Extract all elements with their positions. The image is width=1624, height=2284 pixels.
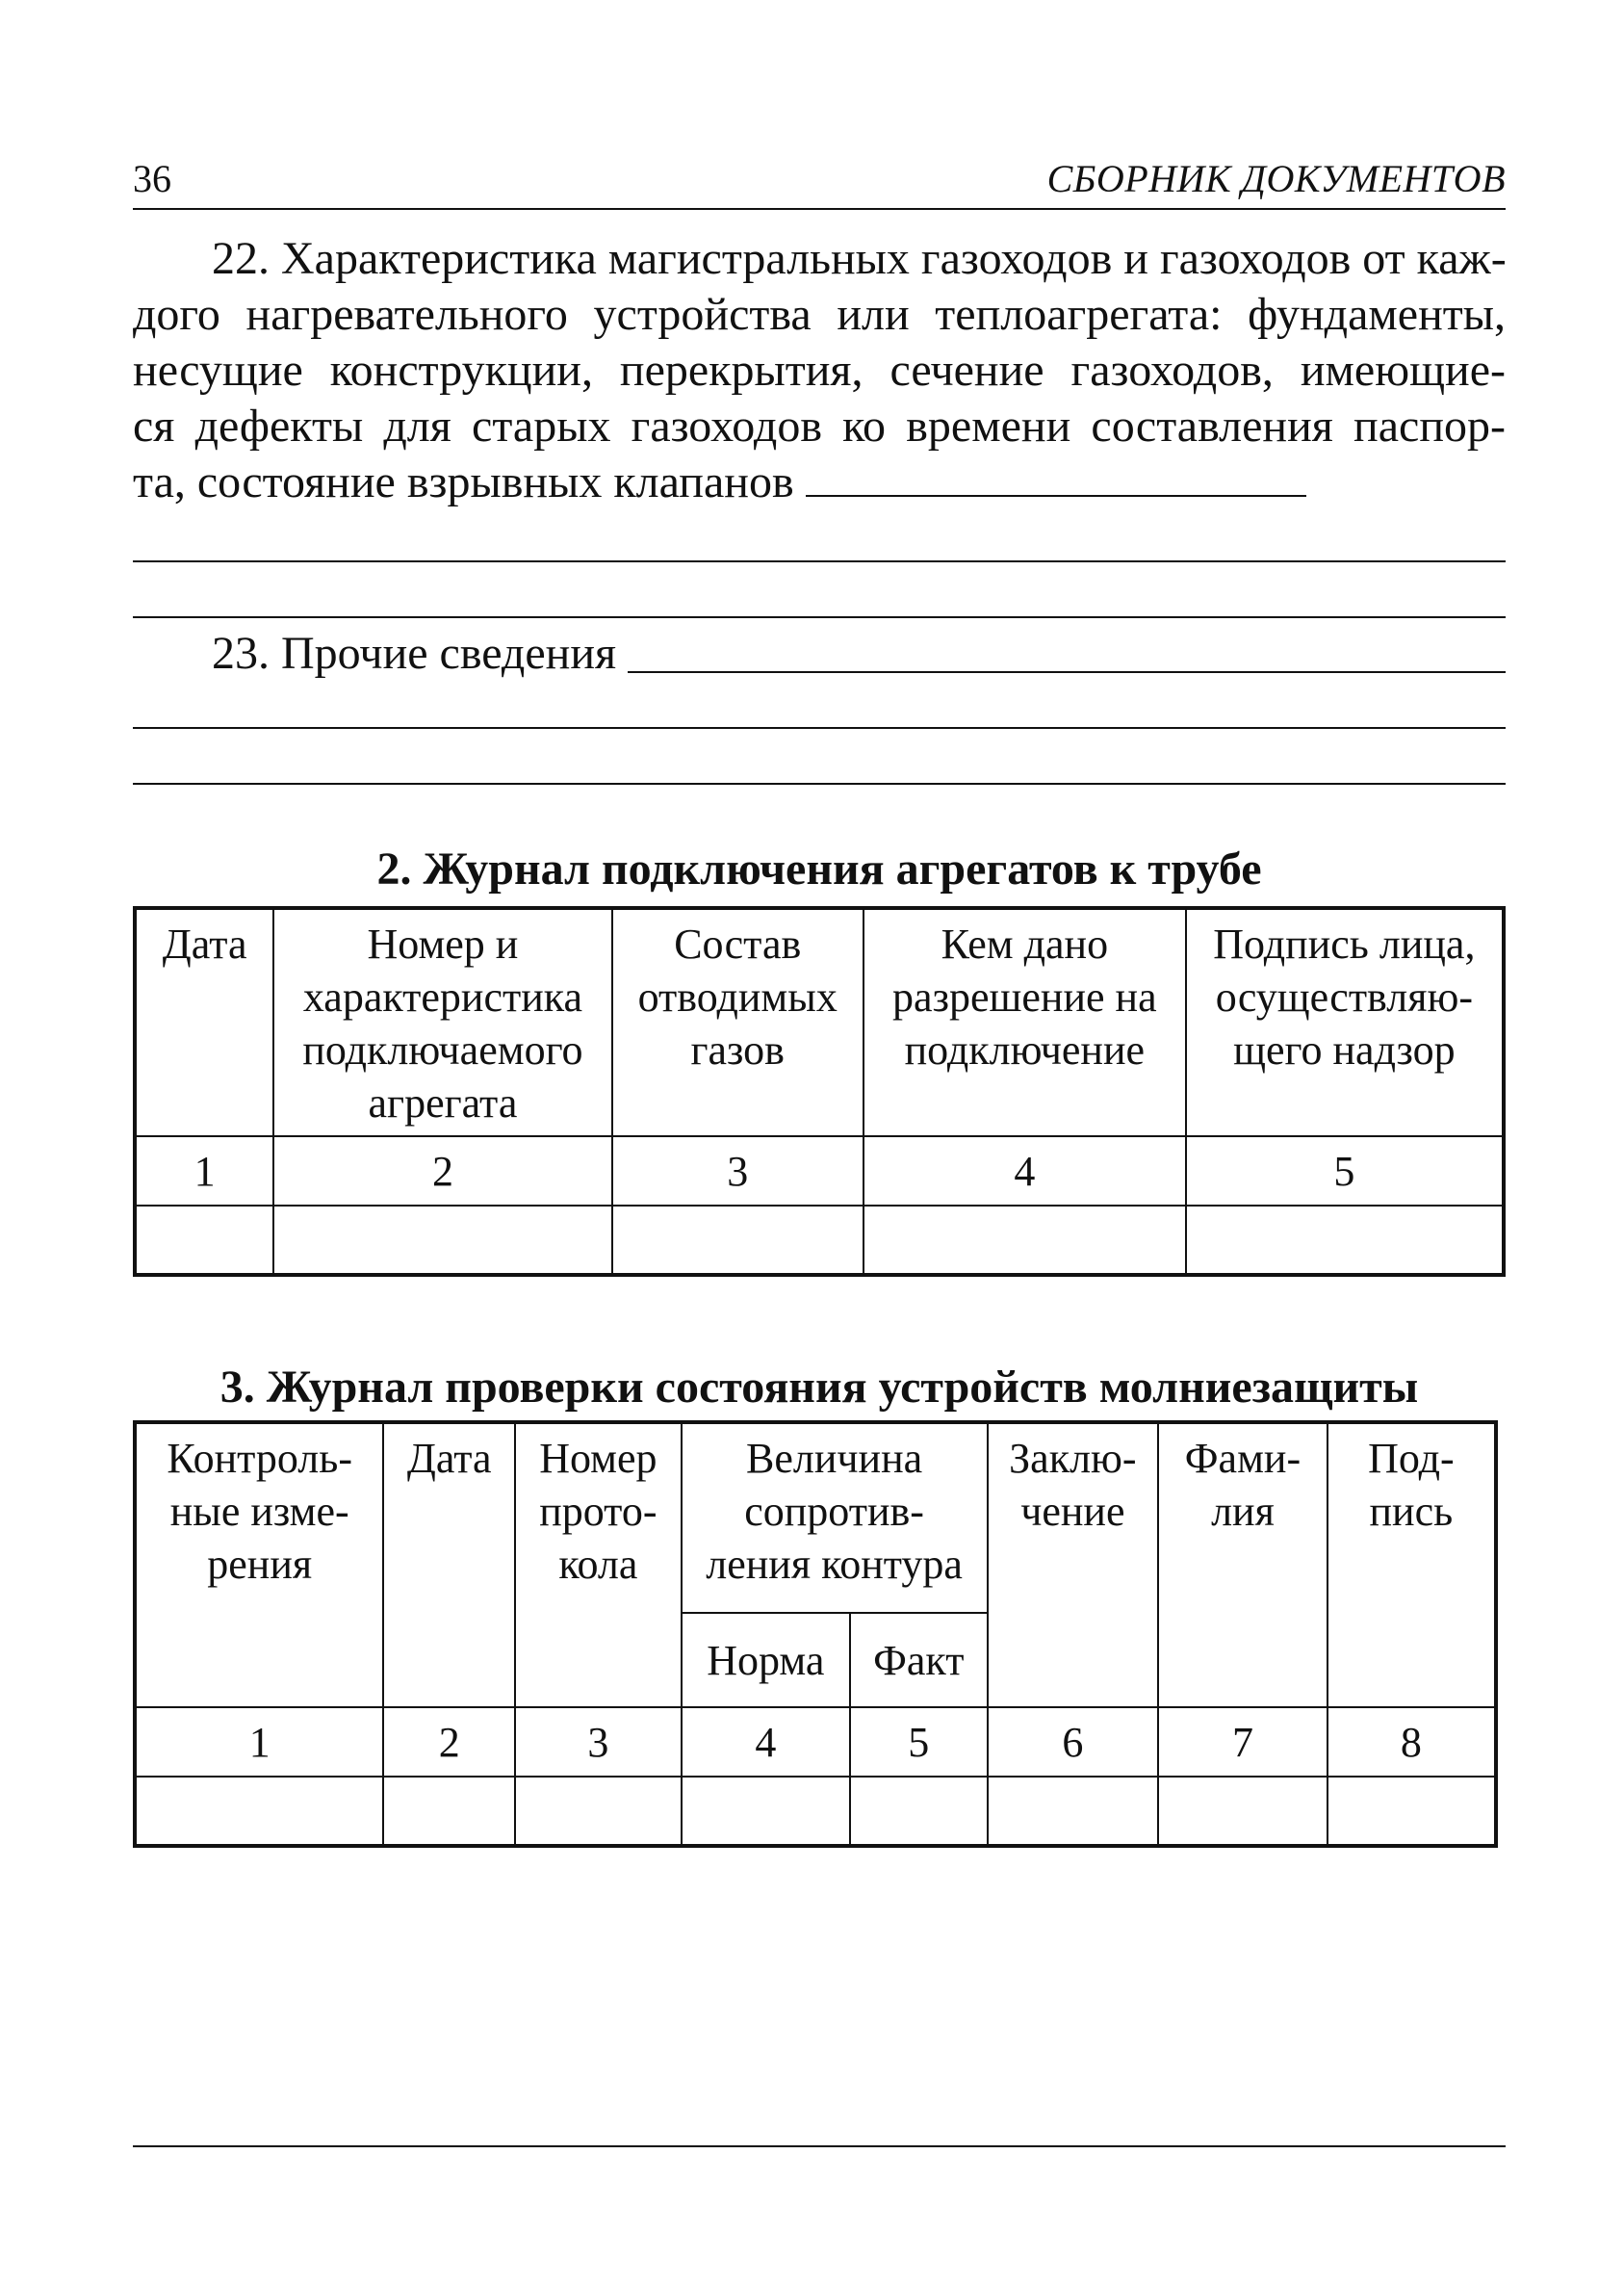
item-22-fill-blank[interactable] xyxy=(806,491,1306,497)
table-3-col-number: 1 xyxy=(135,1707,383,1777)
item-22-line: 22. Характеристика магистральных газоходов и газоходов от каж- xyxy=(212,233,1507,284)
table-2-col-number: 1 xyxy=(135,1136,273,1206)
footer-rule xyxy=(133,2145,1506,2147)
table-2 xyxy=(133,906,1506,1277)
table-3-number-row xyxy=(135,1707,1496,1777)
table-2-title: 2. Журнал подключения агрегатов к трубе xyxy=(376,844,1262,895)
table-2-header-unit: Номер и характеристика подключаемого агрегата xyxy=(273,908,611,1136)
table-3-title: 3. Журнал проверки состояния устройств молниезащиты xyxy=(219,1362,1419,1413)
item-22-last-line xyxy=(133,454,1506,510)
table-2-col-number: 3 xyxy=(612,1136,864,1206)
table-2-col-number: 4 xyxy=(864,1136,1186,1206)
item-22-line: та, состояние взрывных клапанов xyxy=(133,456,794,507)
table-3-empty-cell[interactable] xyxy=(135,1777,383,1846)
item-22-fill-line[interactable] xyxy=(133,560,1506,562)
table-3-empty-cell[interactable] xyxy=(1158,1777,1328,1846)
table-3-header-row xyxy=(135,1422,1496,1613)
table-3-col-number: 2 xyxy=(383,1707,515,1777)
table-3-header-surname: Фами- лия xyxy=(1158,1422,1328,1707)
table-3-header-date: Дата xyxy=(383,1422,515,1707)
table-2-empty-cell[interactable] xyxy=(1186,1206,1504,1275)
table-3-subheader-fact: Факт xyxy=(850,1613,987,1707)
page-number: 36 xyxy=(133,157,171,200)
table-3-col-number: 3 xyxy=(515,1707,682,1777)
header-rule xyxy=(133,208,1506,210)
table-2-header-gases: Состав отводимых газов xyxy=(612,908,864,1136)
table-3-col-number: 6 xyxy=(988,1707,1159,1777)
table-3-empty-cell[interactable] xyxy=(515,1777,682,1846)
table-2-empty-cell[interactable] xyxy=(612,1206,864,1275)
table-3-subheader-norm: Норма xyxy=(682,1613,850,1707)
item-22-line: ся дефекты для старых газоходов ко времени составления паспор- xyxy=(133,401,1506,452)
running-title: СБОРНИК ДОКУМЕНТОВ xyxy=(1046,157,1506,200)
table-3-empty-cell[interactable] xyxy=(1328,1777,1496,1846)
table-3-col-number: 7 xyxy=(1158,1707,1328,1777)
table-3-empty-row xyxy=(135,1777,1496,1846)
table-3-col-number: 4 xyxy=(682,1707,850,1777)
item-22-fill-line[interactable] xyxy=(133,616,1506,618)
item-23-label: 23. Прочие сведения xyxy=(212,628,617,679)
table-3-col-number: 8 xyxy=(1328,1707,1496,1777)
item-22-line: дого нагревательного устройства или теплоагрегата: фундаменты, xyxy=(133,289,1506,340)
table-3-col-number: 5 xyxy=(850,1707,987,1777)
table-2-empty-cell[interactable] xyxy=(273,1206,611,1275)
table-2-header-permission: Кем дано разрешение на подключение xyxy=(864,908,1186,1136)
table-3-empty-cell[interactable] xyxy=(383,1777,515,1846)
table-2-header-date: Дата xyxy=(135,908,273,1136)
table-2-empty-cell[interactable] xyxy=(864,1206,1186,1275)
table-3-header-protocol: Номер прото- кола xyxy=(515,1422,682,1707)
item-22-paragraph xyxy=(133,231,1506,510)
table-3-header-resistance: Величина сопротив- ления контура xyxy=(682,1422,988,1613)
item-22-line: несущие конструкции, перекрытия, сечение газоходов, имеющие- xyxy=(133,345,1506,396)
table-3-header-conclusion: Заклю- чение xyxy=(988,1422,1159,1707)
table-3 xyxy=(133,1420,1498,1848)
item-23-fill-blank[interactable] xyxy=(628,671,1506,673)
item-23-fill-line[interactable] xyxy=(133,783,1506,785)
table-2-header-row xyxy=(135,908,1504,1136)
item-23-fill-line[interactable] xyxy=(133,727,1506,729)
table-2-col-number: 2 xyxy=(273,1136,611,1206)
table-2-number-row xyxy=(135,1136,1504,1206)
table-2-empty-cell[interactable] xyxy=(135,1206,273,1275)
table-3-empty-cell[interactable] xyxy=(682,1777,850,1846)
table-2-empty-row xyxy=(135,1206,1504,1275)
table-3-header-control: Контроль- ные изме- рения xyxy=(135,1422,383,1707)
table-3-empty-cell[interactable] xyxy=(988,1777,1159,1846)
table-3-empty-cell[interactable] xyxy=(850,1777,987,1846)
table-3-header-signature: Под- пись xyxy=(1328,1422,1496,1707)
table-2-header-signature: Подпись лица, осуществляю- щего надзор xyxy=(1186,908,1504,1136)
table-2-col-number: 5 xyxy=(1186,1136,1504,1206)
